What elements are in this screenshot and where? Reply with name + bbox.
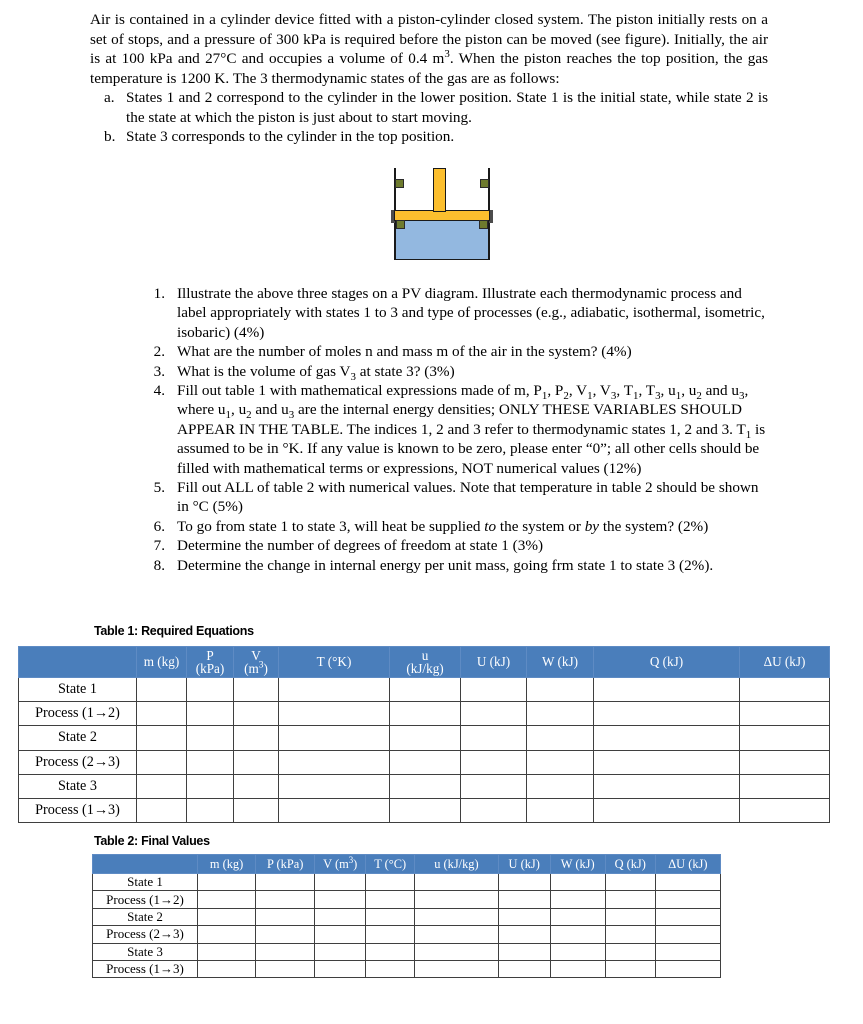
table-cell-input[interactable] [279,726,390,750]
header-line-1: ΔU (kJ) [668,856,708,871]
table1-header-cell [594,647,740,678]
table-cell-input[interactable] [187,678,234,702]
table-cell-disabled [256,891,315,908]
table-row [93,891,721,908]
header-line-1: P (kPa) [266,856,304,871]
table-cell-disabled [234,798,279,822]
header-line-1: m (kg) [143,654,180,670]
header-line-1: Q (kJ) [614,856,646,871]
table-cell-input[interactable] [550,926,605,943]
table-cell-input[interactable] [137,774,187,798]
table-cell-disabled [279,750,390,774]
table-cell-input[interactable] [234,726,279,750]
table-cell-disabled [256,926,315,943]
table1-header-cell [740,647,830,678]
table-cell-disabled [390,702,461,726]
table-cell-input[interactable] [498,874,550,891]
table2-header-cell [605,855,655,874]
table-cell-disabled [605,943,655,960]
table2-header-cell [550,855,605,874]
table-cell-disabled [315,891,366,908]
table1-header-cell [137,647,187,678]
intro-block [90,10,768,147]
table1-header-cell [187,647,234,678]
table-cell-disabled [527,774,594,798]
stop-lower-left-icon [396,220,405,229]
table-cell-disabled [390,798,461,822]
table-cell-disabled [279,702,390,726]
table1-header-cell [390,647,461,678]
table1-header-cell [527,647,594,678]
table-cell-disabled [137,750,187,774]
question-text: Illustrate the above three stages on a PV diagram. Illustrate each thermodynamic process and label appropriately with states 1 to 3 and type of processes (e.g., adiabatic, isothermal, isometric, isobaric) (4%) [177,285,765,341]
table-cell-input[interactable] [234,774,279,798]
table1-header-row [19,647,830,678]
table-row [93,926,721,943]
row-label: Process (2→3) [19,750,137,774]
table2-body [93,874,721,978]
sub-item-marker: b. [104,128,116,145]
table-cell-input[interactable] [137,726,187,750]
question-marker: 7. [153,537,165,555]
table-cell-disabled [550,874,605,891]
row-label: State 3 [19,774,137,798]
row-label: Process (1→2) [19,702,137,726]
table-cell-disabled [198,926,256,943]
table-cell-disabled [461,798,527,822]
table-cell-disabled [198,960,256,977]
header-line-1: V [251,647,261,663]
question-marker: 8. [153,556,165,574]
table-cell-input[interactable] [366,874,415,891]
table-cell-input[interactable] [415,943,499,960]
table-final-values [92,854,721,978]
intro-sub-item-a [90,88,768,127]
table2-header-cell [315,855,366,874]
table-cell-disabled [315,926,366,943]
table2-header-cell [198,855,256,874]
table-cell-disabled [740,678,830,702]
table-row [93,943,721,960]
question-marker: 5. [153,479,165,497]
table2-header-corner [93,855,198,874]
table-cell-input[interactable] [594,750,740,774]
table-cell-disabled [366,926,415,943]
table-cell-input[interactable] [256,908,315,925]
table-cell-disabled [550,908,605,925]
table-row [19,798,830,822]
table1-header-corner [19,647,137,678]
table-cell-input[interactable] [315,943,366,960]
header-line-2: $(m^3)$ [244,660,268,676]
table-cell-input[interactable] [256,874,315,891]
question-marker: 6. [153,517,165,535]
table-cell-input[interactable] [315,874,366,891]
question-text: What are the number of moles n and mass m of the air in the system? (4%) [177,343,632,361]
table-cell-input[interactable] [461,726,527,750]
table-cell-disabled [594,774,740,798]
header-line-1: T (°K) [316,654,352,670]
row-label: Process (2→3) [93,926,198,943]
table-cell-disabled [740,774,830,798]
table-cell-disabled [605,874,655,891]
table-cell-input[interactable] [655,891,720,908]
table-cell-disabled [461,702,527,726]
question-list [141,284,768,575]
table-cell-disabled [498,960,550,977]
header-line-1: ΔU (kJ) [763,654,806,670]
question-text: Determine the change in internal energy per unit mass, going frm state 1 to state 3 (2%). [177,556,714,574]
table-cell-disabled [366,960,415,977]
table-cell-input[interactable] [315,908,366,925]
question-text: To go from state 1 to state 3, will heat be supplied to the system or by the system? (2%) [177,517,709,535]
table2-header-cell [415,855,499,874]
table-cell-input[interactable] [550,960,605,977]
table-cell-input[interactable] [234,678,279,702]
table-cell-input[interactable] [279,774,390,798]
header-line-1: m (kg) [209,856,244,871]
intro-sub-item-b [90,127,768,147]
table-cell-disabled [366,891,415,908]
table-cell-disabled [315,960,366,977]
header-line-1: T (°C) [374,856,407,871]
gas-region-icon [395,220,489,260]
table1-body [19,678,830,823]
table-cell-disabled [187,750,234,774]
table-cell-input[interactable] [605,926,655,943]
table-cell-input[interactable] [198,874,256,891]
table1-caption: Table 1: Required Equations [94,624,254,638]
table-row [19,702,830,726]
question-item [141,342,768,361]
table-cell-input[interactable] [366,908,415,925]
sub-item-text: States 1 and 2 correspond to the cylinder in the lower position. State 1 is the initial state, while state 2 is the state at which the piston is just about to start moving. [126,89,768,126]
table-cell-input[interactable] [415,874,499,891]
table-cell-input[interactable] [740,798,830,822]
table-cell-disabled [187,798,234,822]
table-cell-input[interactable] [187,726,234,750]
question-item [141,362,768,381]
table-cell-input[interactable] [550,891,605,908]
row-label: State 1 [93,874,198,891]
table-cell-disabled [527,726,594,750]
table-cell-input[interactable] [390,726,461,750]
table-cell-input[interactable] [198,908,256,925]
table-cell-input[interactable] [498,943,550,960]
table-row [19,678,830,702]
table-cell-disabled [527,678,594,702]
table-cell-disabled [137,798,187,822]
table-cell-disabled [594,678,740,702]
table-cell-input[interactable] [415,908,499,925]
question-item [141,536,768,555]
stop-upper-left-icon [395,179,404,188]
table-cell-disabled [234,702,279,726]
table-cell-input[interactable] [594,798,740,822]
piston-cylinder-figure [388,168,496,266]
question-item [141,517,768,536]
table-cell-disabled [594,726,740,750]
table-cell-input[interactable] [390,774,461,798]
header-line-2: (kPa) [195,661,225,676]
table-cell-input[interactable] [527,750,594,774]
table2-header-cell [498,855,550,874]
table-cell-disabled [655,908,720,925]
piston-rod-icon [433,168,446,212]
table-cell-input[interactable] [461,678,527,702]
row-label: State 1 [19,678,137,702]
table1-header-cell [234,647,279,678]
header-line-2: (kJ/kg) [406,661,444,676]
table-cell-disabled [550,943,605,960]
question-marker: 3. [153,362,165,380]
intro-sub-list [90,88,768,147]
table-cell-disabled [390,750,461,774]
table-cell-disabled [498,926,550,943]
table-row [19,774,830,798]
table-row [93,874,721,891]
row-label: State 2 [19,726,137,750]
table-cell-input[interactable] [527,702,594,726]
table-row [19,750,830,774]
table1-header-cell [461,647,527,678]
table-cell-disabled [498,891,550,908]
question-text: Fill out table 1 with mathematical expressions made of m, $P_1$, $P_2$, $V_1$, $V_3$, $T_1$, $T_3$, $u_1$, $u_2$ and $u_3$, where $u_1$, $u_2$ and $u_3$ are the internal energy densities; ONLY THESE VARIABLES SHOULD APPEAR IN THE TABLE. The indices 1, 2 and 3 refer to thermodynamic states 1, 2 and 3. $T_1$ is assumed to be in °K. If any value is known to be zero, please enter “0”; all other cells should be filled with mathematical terms or expressions, NOT numerical values (12%) [177,382,766,477]
question-text: Determine the number of degrees of freedom at state 1 (3%) [177,537,544,555]
table-row [19,726,830,750]
question-marker: 4. [153,382,165,400]
intro-paragraph: Air is contained in a cylinder device fitted with a piston-cylinder closed system. The piston initially rests on a set of stops, and a pressure of 300 kPa is required before the piston can be moved (see figure). Initially, the air is at 100 kPa and 27°C and occupies a volume of 0.4 $m^3$. When the piston reaches the top position, the gas temperature is 1200 K. The 3 thermodynamic states of the gas are as follows: [90,11,769,87]
table-cell-input[interactable] [366,943,415,960]
table-cell-disabled [415,926,499,943]
question-item [141,556,768,575]
header-line-1: U (kJ) [508,856,540,871]
row-label: Process (1→3) [19,798,137,822]
table-cell-input[interactable] [740,702,830,726]
row-label: Process (1→3) [93,960,198,977]
header-line-1: u (kJ/kg) [434,856,479,871]
header-line-1: U (kJ) [476,654,511,670]
sub-item-text: State 3 corresponds to the cylinder in the top position. [126,128,455,145]
table-cell-input[interactable] [256,943,315,960]
table-cell-disabled [655,874,720,891]
table-cell-disabled [461,750,527,774]
table-cell-input[interactable] [605,960,655,977]
table-cell-input[interactable] [279,678,390,702]
question-text: Fill out ALL of table 2 with numerical values. Note that temperature in table 2 should be shown in °C (5%) [177,479,759,516]
header-line-1: Q (kJ) [649,654,684,670]
stop-upper-right-icon [480,179,489,188]
row-label: State 2 [93,908,198,925]
table-cell-input[interactable] [498,908,550,925]
table-cell-disabled [234,750,279,774]
sub-item-marker: a. [104,89,115,106]
stop-lower-right-icon [479,220,488,229]
row-label: Process (1→2) [93,891,198,908]
header-line-1: W (kJ) [560,856,595,871]
table-cell-disabled [198,891,256,908]
table2-header-cell [256,855,315,874]
header-line-1: u [421,647,429,663]
header-line-1: P [206,647,214,663]
table-cell-input[interactable] [187,774,234,798]
table-cell-disabled [187,702,234,726]
table-cell-input[interactable] [605,891,655,908]
table-cell-input[interactable] [198,943,256,960]
table-cell-disabled [740,726,830,750]
row-label: State 3 [93,943,198,960]
table-cell-input[interactable] [137,678,187,702]
question-text: What is the volume of gas $V_3$ at state 3? (3%) [177,362,455,383]
table2-header-cell [655,855,720,874]
table-cell-input[interactable] [655,960,720,977]
table-cell-disabled [279,798,390,822]
question-marker: 1. [153,285,165,302]
table2-header-row [93,855,721,874]
table-cell-disabled [655,943,720,960]
header-line-1: V $(m^3)$ [323,854,358,871]
table-row [93,960,721,977]
table1-header-cell [279,647,390,678]
question-item [141,381,768,478]
table-cell-disabled [605,908,655,925]
table-cell-disabled [415,960,499,977]
table-cell-disabled [415,891,499,908]
table-row [93,908,721,925]
table-cell-input[interactable] [461,774,527,798]
header-line-1: W (kJ) [541,654,578,670]
table2-header-cell [366,855,415,874]
question-marker: 2. [153,343,165,361]
table-cell-input[interactable] [740,750,830,774]
question-item [141,284,768,342]
table-cell-disabled [137,702,187,726]
table-cell-input[interactable] [390,678,461,702]
table2-caption: Table 2: Final Values [94,834,210,848]
table-cell-input[interactable] [655,926,720,943]
table-cell-input[interactable] [527,798,594,822]
table-required-equations [18,646,830,823]
question-item [141,478,768,517]
table-cell-disabled [256,960,315,977]
table-cell-input[interactable] [594,702,740,726]
